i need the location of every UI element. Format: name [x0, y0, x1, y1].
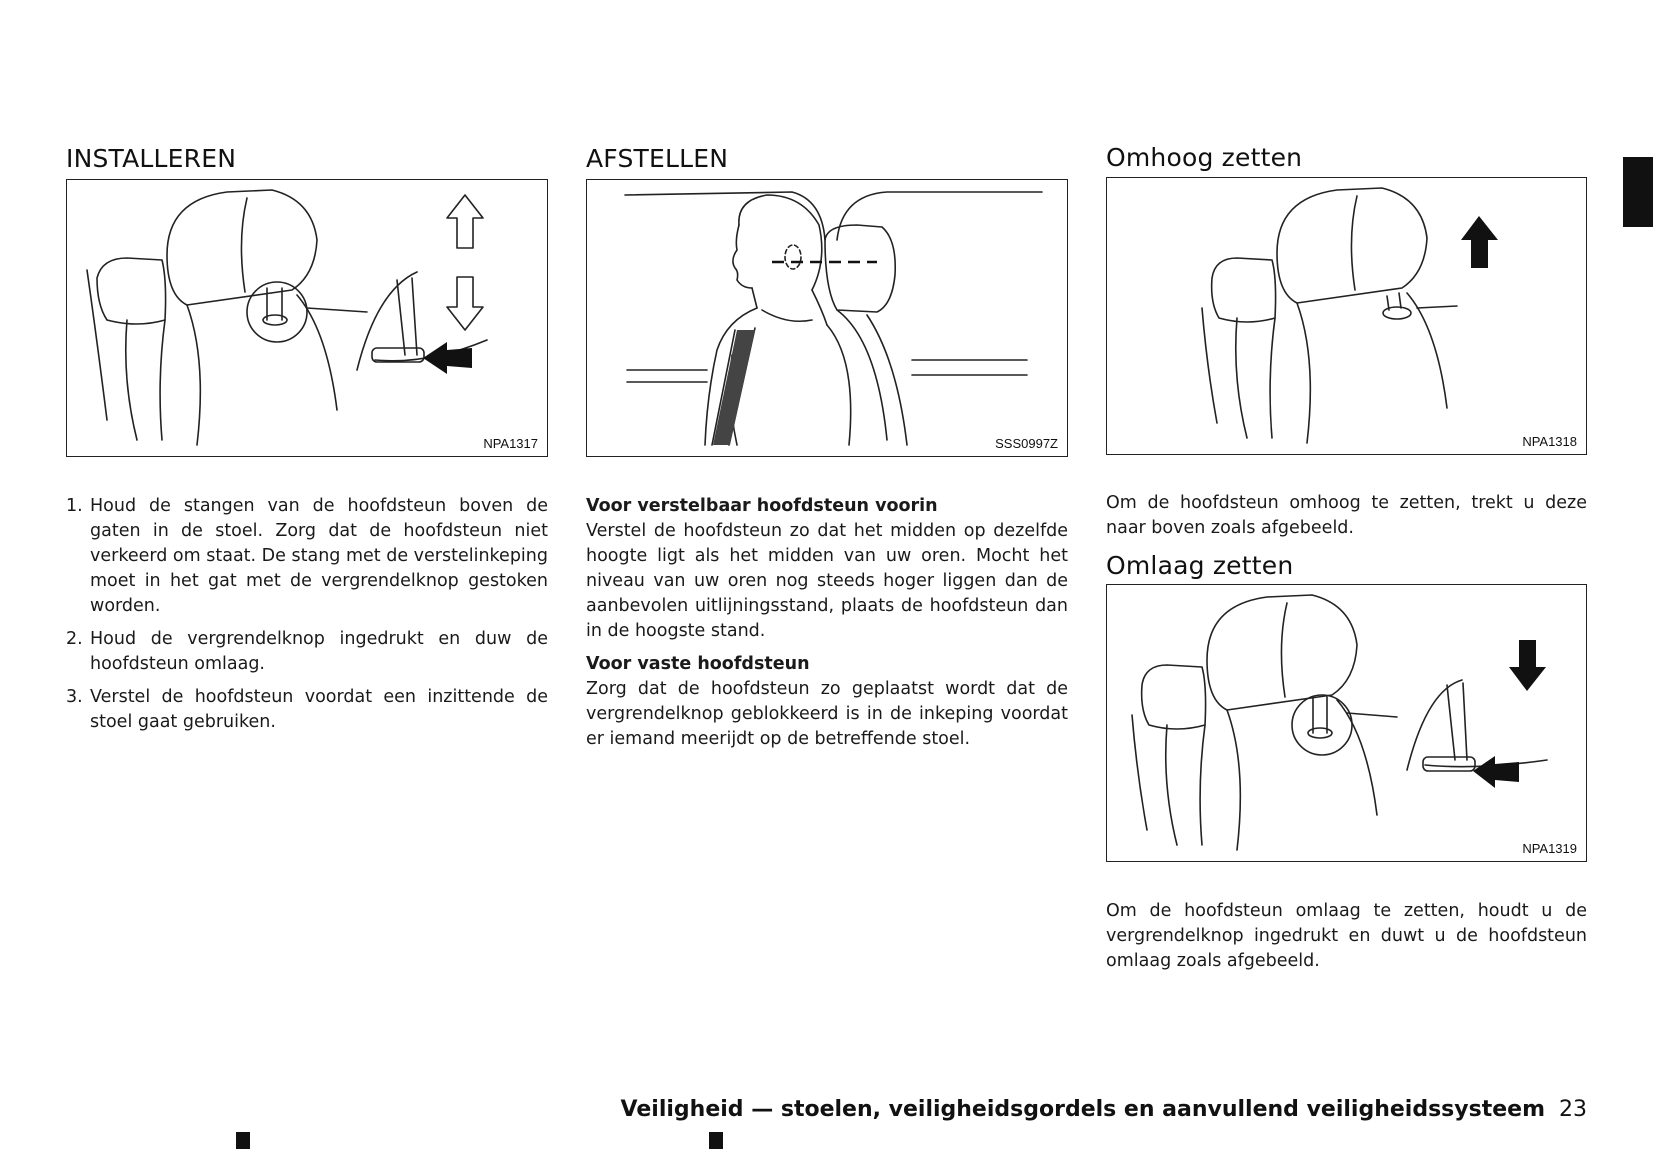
list-item: 1. Houd de stangen van de hoofdsteun boven de gaten in de stoel. Zorg dat de hoofdsteun niet verkeerd om staat. De stang met de verstelinkeping moet in het gat met de vergrendelknop gestoken worden.	[66, 496, 548, 616]
omhoog-figure	[1106, 177, 1587, 455]
omhoog-paragraph: Om de hoofdsteun omhoog te zetten, trekt u deze naar boven zoals afgebeeld.	[1106, 493, 1587, 538]
omlaag-paragraph: Om de hoofdsteun omlaag te zetten, houdt u de vergrendelknop ingedrukt en duwt u de hoofdsteun omlaag zoals afgebeeld.	[1106, 901, 1587, 971]
installeren-figure	[66, 179, 548, 457]
paragraph-adjustable: Verstel de hoofdsteun zo dat het midden op dezelfde hoogte ligt als het midden van uw oren. Mocht het niveau van uw oren nog steeds hoger liggen dan de aanbevolen uitlijningsstand, plaats de hoofdsteun dan in de hoogste stand.	[586, 521, 1068, 641]
omlaag-figure	[1106, 584, 1587, 862]
section-tab-marker	[1623, 157, 1653, 227]
afstellen-figure	[586, 179, 1068, 457]
subheading-fixed: Voor vaste hoofdsteun	[586, 654, 810, 674]
headrest-up-illustration	[1107, 178, 1585, 453]
omlaag-text	[1106, 899, 1587, 974]
paragraph-fixed: Zorg dat de hoofdsteun zo geplaatst wordt dat de vergrendelknop geblokkeerd is in de inkeping voordat er iemand meerijdt op de betreffende stoel.	[586, 679, 1068, 749]
omlaag-heading: Omlaag zetten	[1106, 551, 1294, 580]
list-item: 3. Verstel de hoofdsteun voordat een inzittende de stoel gaat gebruiken.	[66, 687, 548, 732]
figure-code-npa1318: NPA1318	[1522, 434, 1577, 449]
figure-code-sss0997z: SSS0997Z	[995, 436, 1058, 451]
installeren-heading: INSTALLEREN	[66, 144, 237, 173]
page-footer	[621, 1097, 1587, 1122]
figure-code-npa1319: NPA1319	[1522, 841, 1577, 856]
installeren-steps	[66, 494, 548, 743]
footer-title: Veiligheid — stoelen, veiligheidsgordels en aanvullend veiligheidssysteem	[620, 1097, 1545, 1122]
headrest-down-illustration	[1107, 585, 1585, 860]
page-number: 23	[1559, 1097, 1587, 1122]
headrest-install-illustration	[67, 180, 546, 455]
crop-mark-right	[709, 1132, 723, 1149]
subheading-adjustable: Voor verstelbaar hoofdsteun voorin	[586, 496, 938, 516]
figure-code-npa1317: NPA1317	[483, 436, 538, 451]
omhoog-heading: Omhoog zetten	[1106, 143, 1303, 172]
list-item: 2. Houd de vergrendelknop ingedrukt en duw de hoofdsteun omlaag.	[66, 629, 548, 674]
driver-headrest-illustration	[587, 180, 1066, 455]
afstellen-text	[586, 494, 1068, 752]
crop-mark-left	[236, 1132, 250, 1149]
afstellen-heading: AFSTELLEN	[586, 144, 729, 173]
omhoog-text	[1106, 491, 1587, 541]
